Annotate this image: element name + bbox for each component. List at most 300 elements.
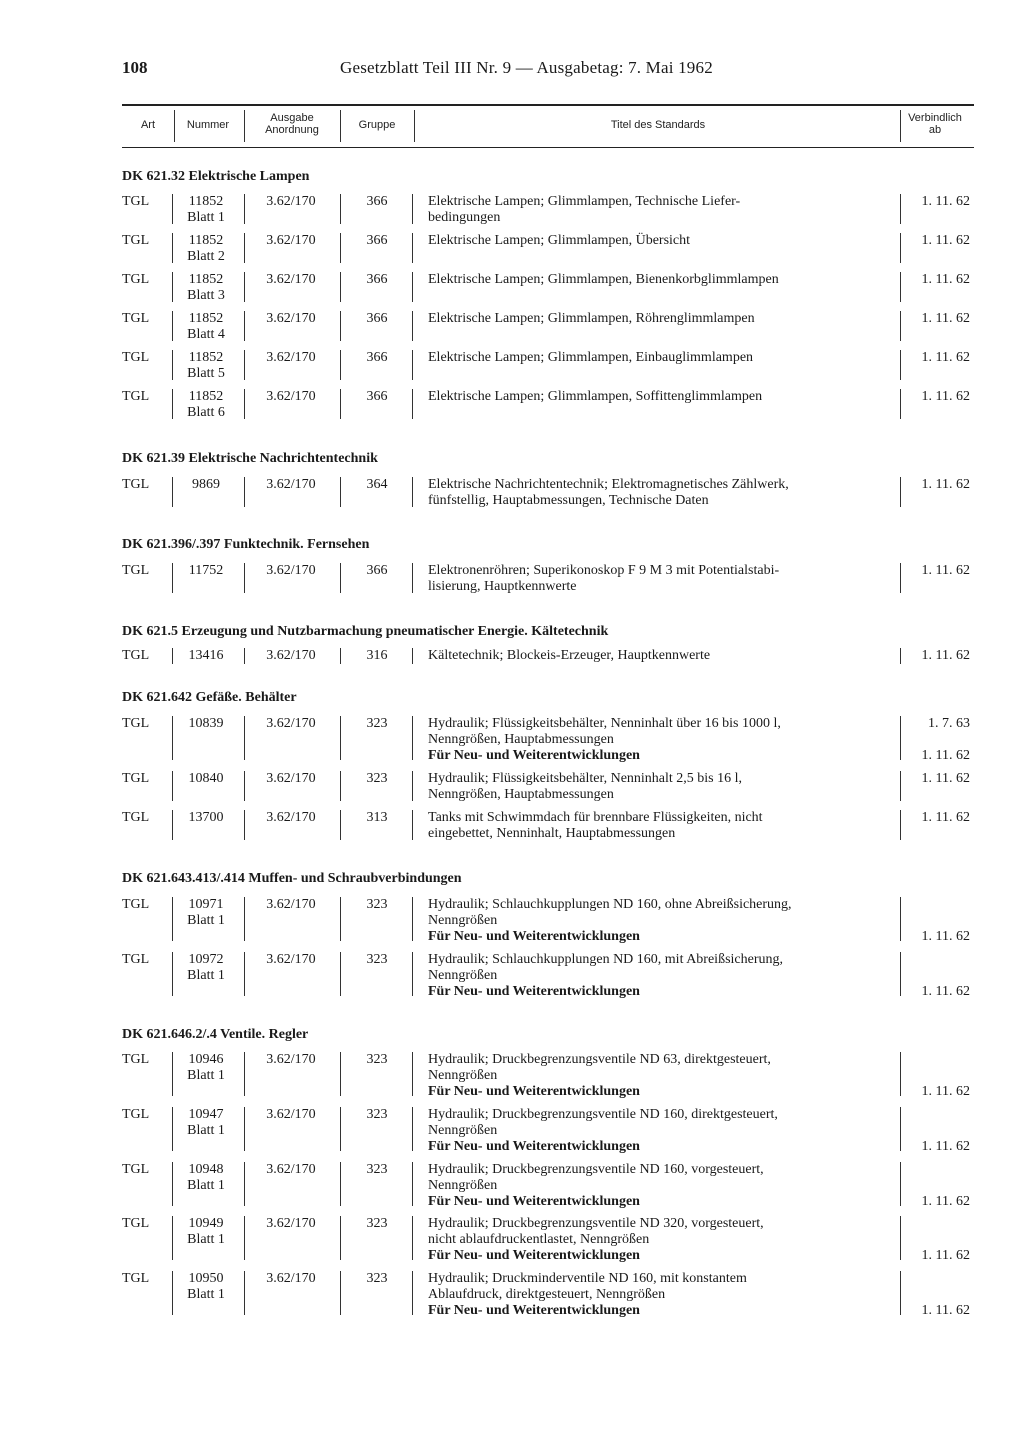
blatt-value: Blatt 6: [187, 405, 225, 420]
nummer-value: 10949: [188, 1216, 224, 1231]
cell-verbindlich: 1. 11. 62: [921, 771, 970, 786]
column-separator: [900, 810, 901, 840]
column-separator: [172, 563, 173, 593]
page-header: [122, 58, 974, 84]
cell-nummer: [176, 477, 236, 493]
column-separator: [244, 563, 245, 593]
titel-line: Ablaufdruck, direktgesteuert, Nenngrößen: [428, 1287, 666, 1302]
titel-line: Hydraulik; Druckminderventile ND 160, mit konstantem: [428, 1271, 747, 1286]
page-number: 108: [122, 58, 148, 77]
cell-art: TGL: [122, 771, 150, 786]
cell-verbindlich-note: 1. 11. 62: [921, 1139, 970, 1154]
column-separator: [412, 1107, 413, 1151]
cell-titel: [428, 716, 898, 764]
blatt-value: Blatt 1: [187, 1123, 225, 1138]
column-separator: [172, 897, 173, 941]
cell-nummer: [176, 1216, 236, 1248]
cell-gruppe: 366: [366, 311, 388, 326]
column-separator: [900, 1162, 901, 1206]
cell-nummer: [176, 311, 236, 343]
column-separator: [340, 389, 341, 419]
column-separator: [244, 350, 245, 380]
nummer-value: 10947: [188, 1107, 224, 1122]
column-separator: [244, 311, 245, 341]
table-row: [122, 563, 974, 597]
cell-verbindlich: 1. 11. 62: [921, 648, 970, 663]
cell-ausgabe: 3.62/170: [266, 1271, 316, 1286]
column-separator: [340, 1216, 341, 1260]
table-row: [122, 1107, 974, 1155]
cell-gruppe: 366: [366, 194, 388, 209]
table-row: [122, 1052, 974, 1100]
column-separator: [412, 272, 413, 302]
col-titel-header: Titel des Standards: [610, 119, 706, 131]
cell-verbindlich: 1. 11. 62: [921, 389, 970, 404]
column-separator: [340, 311, 341, 341]
column-separator: [412, 952, 413, 996]
table-row: [122, 233, 974, 267]
cell-verbindlich: 1. 11. 62: [921, 311, 970, 326]
cell-gruppe: 323: [366, 1216, 388, 1231]
cell-titel: [428, 194, 898, 226]
cell-art: TGL: [122, 1216, 150, 1231]
titel-line: Nenngrößen: [428, 1068, 498, 1083]
column-separator: [412, 1052, 413, 1096]
cell-titel: [428, 810, 898, 842]
titel-line: Nenngrößen: [428, 1178, 498, 1193]
nummer-value: 10946: [188, 1052, 224, 1067]
cell-titel: [428, 389, 898, 405]
cell-nummer: [176, 897, 236, 929]
cell-titel: [428, 1271, 898, 1319]
titel-line: Elektrische Lampen; Glimmlampen, Technische Liefer-: [428, 194, 741, 209]
column-separator: [412, 311, 413, 341]
column-separator: [412, 389, 413, 419]
column-separator: [244, 194, 245, 224]
column-separator: [412, 1271, 413, 1315]
table-row: [122, 1271, 974, 1319]
blatt-value: Blatt 4: [187, 327, 225, 342]
blatt-value: Blatt 3: [187, 288, 225, 303]
cell-gruppe: 366: [366, 563, 388, 578]
col-art-header: Art: [140, 119, 156, 131]
column-separator: [900, 1271, 901, 1315]
column-separator: [340, 1052, 341, 1096]
table-row: [122, 952, 974, 1000]
nummer-value: 10840: [188, 771, 224, 786]
cell-art: TGL: [122, 350, 150, 365]
cell-verbindlich: 1. 11. 62: [921, 563, 970, 578]
column-separator: [172, 952, 173, 996]
cell-art: TGL: [122, 716, 150, 731]
cell-art: TGL: [122, 233, 150, 248]
cell-gruppe: 323: [366, 1052, 388, 1067]
cell-titel: [428, 563, 898, 595]
column-separator: [900, 648, 901, 664]
column-separator: [900, 389, 901, 419]
nummer-value: 13416: [188, 648, 224, 663]
column-separator: [900, 563, 901, 593]
cell-nummer: [176, 233, 236, 265]
cell-gruppe: 366: [366, 389, 388, 404]
col-nummer-header: Nummer: [186, 119, 230, 131]
col-ausgabe-header: Ausgabe Anordnung: [265, 112, 319, 136]
column-separator: [244, 1216, 245, 1260]
cell-ausgabe: 3.62/170: [266, 1052, 316, 1067]
cell-gruppe: 323: [366, 1271, 388, 1286]
table-row: [122, 477, 974, 511]
column-separator: [900, 477, 901, 507]
header-separator: [244, 110, 245, 142]
column-separator: [172, 311, 173, 341]
titel-line: Hydraulik; Druckbegrenzungsventile ND 160, vorgesteuert,: [428, 1162, 764, 1177]
cell-titel: [428, 1162, 898, 1210]
table-row: [122, 311, 974, 345]
column-separator: [172, 477, 173, 507]
cell-nummer: [176, 952, 236, 984]
cell-gruppe: 366: [366, 350, 388, 365]
cell-titel: [428, 477, 898, 509]
column-separator: [172, 1107, 173, 1151]
cell-ausgabe: 3.62/170: [266, 311, 316, 326]
column-separator: [340, 897, 341, 941]
cell-gruppe: 323: [366, 1162, 388, 1177]
cell-nummer: [176, 648, 236, 664]
column-separator: [412, 350, 413, 380]
column-separator: [172, 1216, 173, 1260]
titel-note: Für Neu- und Weiterentwicklungen: [428, 1084, 640, 1099]
column-separator: [244, 952, 245, 996]
titel-line: lisierung, Hauptkennwerte: [428, 579, 577, 594]
titel-line: Nenngrößen, Hauptabmessungen: [428, 787, 614, 802]
section-title: DK 621.642 Gefäße. Behälter: [122, 690, 297, 705]
titel-line: Hydraulik; Druckbegrenzungsventile ND 160, direktgesteuert,: [428, 1107, 778, 1122]
cell-verbindlich: 1. 11. 62: [921, 810, 970, 825]
nummer-value: 10971: [188, 897, 224, 912]
header-separator: [900, 110, 901, 142]
column-separator: [244, 389, 245, 419]
cell-ausgabe: 3.62/170: [266, 810, 316, 825]
column-separator: [340, 1271, 341, 1315]
cell-titel: [428, 771, 898, 803]
cell-gruppe: 323: [366, 716, 388, 731]
titel-line: Nenngrößen: [428, 913, 498, 928]
cell-nummer: [176, 716, 236, 732]
titel-line: Hydraulik; Druckbegrenzungsventile ND 320, vorgesteuert,: [428, 1216, 764, 1231]
column-separator: [900, 194, 901, 224]
column-separator: [172, 648, 173, 664]
titel-line: Hydraulik; Druckbegrenzungsventile ND 63, direktgesteuert,: [428, 1052, 771, 1067]
table-row: [122, 1162, 974, 1210]
table-row: [122, 771, 974, 805]
titel-line: Elektronenröhren; Superikonoskop F 9 M 3 mit Potentialstabi-: [428, 563, 780, 578]
blatt-value: Blatt 1: [187, 1232, 225, 1247]
cell-titel: [428, 952, 898, 1000]
column-separator: [900, 1052, 901, 1096]
cell-art: TGL: [122, 952, 150, 967]
titel-line: eingebettet, Nenninhalt, Hauptabmessungen: [428, 826, 676, 841]
column-separator: [412, 716, 413, 760]
column-separator: [340, 233, 341, 263]
cell-titel: [428, 350, 898, 366]
nummer-value: 10948: [188, 1162, 224, 1177]
cell-art: TGL: [122, 194, 150, 209]
column-separator: [340, 563, 341, 593]
table-row: [122, 389, 974, 423]
titel-note: Für Neu- und Weiterentwicklungen: [428, 1303, 640, 1318]
column-separator: [244, 810, 245, 840]
titel-line: Elektrische Lampen; Glimmlampen, Soffittenglimmlampen: [428, 389, 763, 404]
column-separator: [412, 810, 413, 840]
titel-line: nicht ablaufdruckentlastet, Nenngrößen: [428, 1232, 650, 1247]
column-separator: [244, 716, 245, 760]
column-separator: [172, 350, 173, 380]
cell-ausgabe: 3.62/170: [266, 477, 316, 492]
nummer-value: 11852: [188, 272, 224, 287]
header-separator: [340, 110, 341, 142]
cell-titel: [428, 1107, 898, 1155]
cell-nummer: [176, 1162, 236, 1194]
titel-note: Für Neu- und Weiterentwicklungen: [428, 748, 640, 763]
column-separator: [244, 1162, 245, 1206]
column-separator: [900, 350, 901, 380]
cell-ausgabe: 3.62/170: [266, 952, 316, 967]
cell-titel: [428, 311, 898, 327]
column-separator: [340, 1107, 341, 1151]
cell-gruppe: 323: [366, 952, 388, 967]
column-separator: [900, 897, 901, 941]
column-separator: [900, 272, 901, 302]
cell-nummer: [176, 350, 236, 382]
cell-verbindlich-note: 1. 11. 62: [921, 929, 970, 944]
cell-nummer: [176, 194, 236, 226]
blatt-value: Blatt 5: [187, 366, 225, 381]
titel-note: Für Neu- und Weiterentwicklungen: [428, 1194, 640, 1209]
cell-nummer: [176, 771, 236, 787]
cell-ausgabe: 3.62/170: [266, 389, 316, 404]
column-separator: [172, 272, 173, 302]
cell-art: TGL: [122, 810, 150, 825]
section-title: DK 621.39 Elektrische Nachrichtentechnik: [122, 451, 378, 466]
table-top-rule: [122, 104, 974, 106]
titel-line: Hydraulik; Flüssigkeitsbehälter, Nenninhalt 2,5 bis 16 l,: [428, 771, 743, 786]
cell-ausgabe: 3.62/170: [266, 1162, 316, 1177]
titel-line: Tanks mit Schwimmdach für brennbare Flüssigkeiten, nicht: [428, 810, 763, 825]
titel-line: Elektrische Lampen; Glimmlampen, Übersicht: [428, 233, 691, 248]
cell-art: TGL: [122, 897, 150, 912]
section-title: DK 621.396/.397 Funktechnik. Fernsehen: [122, 537, 370, 552]
nummer-value: 11852: [188, 194, 224, 209]
cell-ausgabe: 3.62/170: [266, 350, 316, 365]
cell-verbindlich-note: 1. 11. 62: [921, 1248, 970, 1263]
cell-nummer: [176, 1052, 236, 1084]
column-separator: [340, 350, 341, 380]
table-row: [122, 897, 974, 945]
nummer-value: 11852: [188, 311, 224, 326]
column-separator: [172, 1271, 173, 1315]
cell-verbindlich-note: 1. 11. 62: [921, 1084, 970, 1099]
section-title: DK 621.643.413/.414 Muffen- und Schraubverbindungen: [122, 871, 462, 886]
column-separator: [340, 771, 341, 801]
cell-ausgabe: 3.62/170: [266, 1107, 316, 1122]
blatt-value: Blatt 1: [187, 968, 225, 983]
cell-gruppe: 366: [366, 272, 388, 287]
cell-gruppe: 323: [366, 771, 388, 786]
table-row: [122, 1216, 974, 1264]
cell-gruppe: 323: [366, 897, 388, 912]
cell-art: TGL: [122, 1107, 150, 1122]
cell-verbindlich: 1. 11. 62: [921, 477, 970, 492]
blatt-value: Blatt 2: [187, 249, 225, 264]
cell-titel: [428, 272, 898, 288]
nummer-value: 11852: [188, 389, 224, 404]
column-separator: [900, 716, 901, 760]
col-gruppe-header: Gruppe: [358, 119, 396, 131]
titel-line: Elektrische Nachrichtentechnik; Elektromagnetisches Zählwerk,: [428, 477, 789, 492]
titel-note: Für Neu- und Weiterentwicklungen: [428, 984, 640, 999]
column-separator: [244, 1107, 245, 1151]
blatt-value: Blatt 1: [187, 1287, 225, 1302]
nummer-value: 9869: [192, 477, 220, 492]
column-separator: [244, 272, 245, 302]
table-row: [122, 716, 974, 764]
column-separator: [172, 1052, 173, 1096]
nummer-value: 11852: [188, 350, 224, 365]
column-separator: [244, 233, 245, 263]
column-separator: [244, 897, 245, 941]
cell-titel: [428, 648, 898, 664]
blatt-value: Blatt 1: [187, 1068, 225, 1083]
cell-ausgabe: 3.62/170: [266, 897, 316, 912]
nummer-value: 10839: [188, 716, 224, 731]
column-separator: [244, 1052, 245, 1096]
column-separator: [340, 716, 341, 760]
cell-ausgabe: 3.62/170: [266, 771, 316, 786]
titel-line: Elektrische Lampen; Glimmlampen, Einbauglimmlampen: [428, 350, 754, 365]
section-title: DK 621.646.2/.4 Ventile. Regler: [122, 1027, 309, 1042]
cell-ausgabe: 3.62/170: [266, 233, 316, 248]
cell-verbindlich: 1. 11. 62: [921, 194, 970, 209]
column-separator: [172, 194, 173, 224]
cell-nummer: [176, 810, 236, 826]
column-separator: [340, 477, 341, 507]
cell-ausgabe: 3.62/170: [266, 648, 316, 663]
cell-verbindlich: 1. 7. 63: [928, 716, 970, 731]
titel-line: fünfstellig, Hauptabmessungen, Technische Daten: [428, 493, 709, 508]
titel-line: Elektrische Lampen; Glimmlampen, Röhrenglimmlampen: [428, 311, 755, 326]
cell-titel: [428, 1216, 898, 1264]
column-separator: [900, 1107, 901, 1151]
table-row: [122, 194, 974, 228]
cell-art: TGL: [122, 311, 150, 326]
titel-line: Hydraulik; Schlauchkupplungen ND 160, mit Abreißsicherung,: [428, 952, 783, 967]
column-separator: [340, 810, 341, 840]
cell-verbindlich: 1. 11. 62: [921, 272, 970, 287]
col-verbindlich-header: Verbindlich ab: [908, 112, 962, 136]
column-separator: [412, 194, 413, 224]
titel-line: Nenngrößen: [428, 968, 498, 983]
titel-line: Elektrische Lampen; Glimmlampen, Bienenkorbglimmlampen: [428, 272, 779, 287]
cell-art: TGL: [122, 563, 150, 578]
table-header-rule: [122, 147, 974, 148]
cell-art: TGL: [122, 648, 150, 663]
cell-ausgabe: 3.62/170: [266, 563, 316, 578]
cell-ausgabe: 3.62/170: [266, 272, 316, 287]
cell-art: TGL: [122, 1271, 150, 1286]
cell-verbindlich-note: 1. 11. 62: [921, 1194, 970, 1209]
nummer-value: 11852: [188, 233, 224, 248]
column-separator: [412, 477, 413, 507]
cell-verbindlich-note: 1. 11. 62: [921, 1303, 970, 1318]
cell-gruppe: 323: [366, 1107, 388, 1122]
header-separator: [174, 110, 175, 142]
column-separator: [244, 648, 245, 664]
header-separator: [414, 110, 415, 142]
column-separator: [244, 477, 245, 507]
header-title: Gesetzblatt Teil III Nr. 9 — Ausgabetag: 7. Mai 1962: [340, 58, 713, 77]
column-separator: [172, 233, 173, 263]
column-separator: [900, 952, 901, 996]
cell-ausgabe: 3.62/170: [266, 716, 316, 731]
column-separator: [340, 648, 341, 664]
titel-line: Nenngrößen: [428, 1123, 498, 1138]
column-separator: [244, 1271, 245, 1315]
titel-line: Hydraulik; Schlauchkupplungen ND 160, ohne Abreißsicherung,: [428, 897, 792, 912]
nummer-value: 10950: [188, 1271, 224, 1286]
column-separator: [412, 648, 413, 664]
cell-ausgabe: 3.62/170: [266, 194, 316, 209]
column-separator: [172, 771, 173, 801]
cell-gruppe: 366: [366, 233, 388, 248]
cell-art: TGL: [122, 477, 150, 492]
column-separator: [412, 897, 413, 941]
column-separator: [172, 389, 173, 419]
table-row: [122, 272, 974, 306]
column-separator: [340, 194, 341, 224]
column-separator: [340, 1162, 341, 1206]
cell-verbindlich: 1. 11. 62: [921, 233, 970, 248]
table-row: [122, 810, 974, 844]
nummer-value: 13700: [188, 810, 224, 825]
cell-verbindlich-note: 1. 11. 62: [921, 984, 970, 999]
column-separator: [244, 771, 245, 801]
column-separator: [412, 771, 413, 801]
cell-gruppe: 316: [366, 648, 388, 663]
nummer-value: 11752: [188, 563, 224, 578]
cell-ausgabe: 3.62/170: [266, 1216, 316, 1231]
cell-nummer: [176, 272, 236, 304]
table-row: [122, 350, 974, 384]
cell-titel: [428, 1052, 898, 1100]
cell-nummer: [176, 1271, 236, 1303]
column-separator: [412, 233, 413, 263]
cell-gruppe: 313: [366, 810, 388, 825]
cell-titel: [428, 897, 898, 945]
cell-nummer: [176, 389, 236, 421]
titel-note: Für Neu- und Weiterentwicklungen: [428, 929, 640, 944]
column-separator: [340, 272, 341, 302]
column-separator: [900, 311, 901, 341]
cell-titel: [428, 233, 898, 249]
titel-line: Kältetechnik; Blockeis-Erzeuger, Hauptkennwerte: [428, 648, 711, 663]
cell-art: TGL: [122, 389, 150, 404]
titel-line: Hydraulik; Flüssigkeitsbehälter, Nenninhalt über 16 bis 1000 l,: [428, 716, 781, 731]
cell-art: TGL: [122, 272, 150, 287]
cell-verbindlich: 1. 11. 62: [921, 350, 970, 365]
cell-verbindlich-note: 1. 11. 62: [921, 748, 970, 763]
blatt-value: Blatt 1: [187, 1178, 225, 1193]
column-separator: [172, 716, 173, 760]
